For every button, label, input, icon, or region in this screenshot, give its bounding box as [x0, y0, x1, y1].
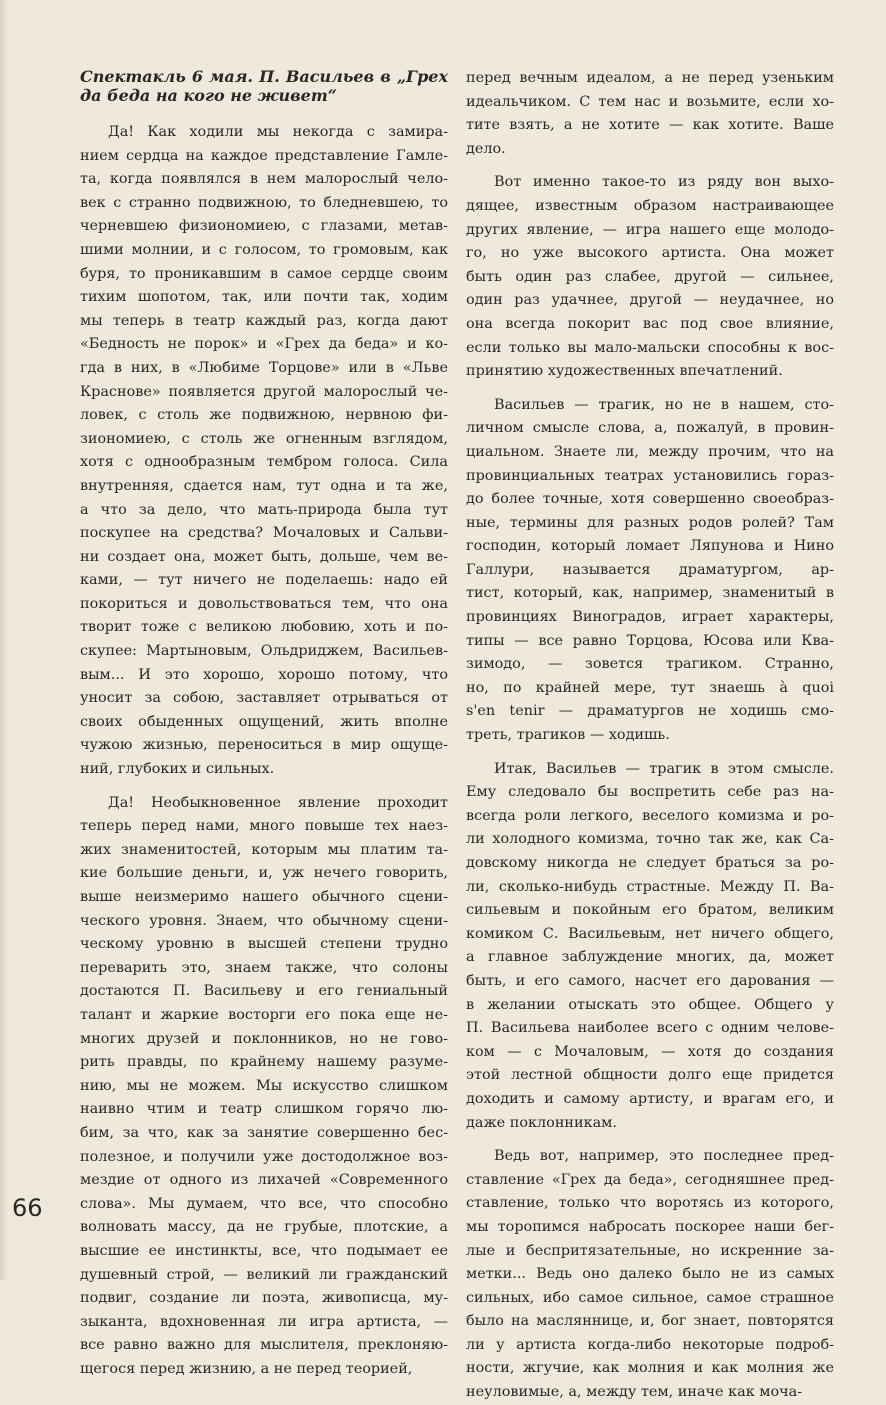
page-number: 66: [12, 1194, 43, 1222]
text-line: хотя с однообразным тембром голоса. Сила: [80, 454, 448, 471]
paragraph-gap: [466, 384, 834, 394]
paragraph: [466, 67, 834, 161]
text-line: переварить это, знаем также, что солоны: [80, 959, 448, 976]
text-line: Ведь вот, например, это последнее пред-: [494, 1148, 834, 1165]
text-line: ставление «Грех да беда», сегодняшнее пред-: [466, 1171, 834, 1188]
text-line: нием сердца на каждое представление Гамле-: [80, 147, 448, 164]
text-line: идеальчиком. С тем нас и возьмите, если хо-: [466, 93, 834, 110]
text-line: зимодо, — зовется трагиком. Странно,: [466, 656, 834, 673]
text-line: ческому уровню в высшей степени трудно: [80, 936, 448, 953]
text-line: щегося перед жизнию, а не перед теорией,: [80, 1360, 413, 1377]
text-line: бим, за что, как за занятие совершенно бес-: [80, 1124, 448, 1141]
paragraph: [80, 792, 448, 1382]
text-line: подвиг, создание ли поэта, живописца, му-: [80, 1290, 448, 1307]
text-line: Итак, Васильев — трагик в этом смысле.: [494, 760, 834, 777]
paragraph-gap: [466, 1135, 834, 1145]
text-line: быть один раз слабее, другой — сильнее,: [466, 268, 834, 285]
text-line: тихим шопотом, так, или почти так, ходим: [80, 289, 448, 306]
paragraph: [466, 171, 834, 383]
text-line: скупее: Мартыновым, Ольдриджем, Васильев-: [80, 643, 448, 660]
text-line: господин, который ломает Ляпунова и Нино: [466, 538, 834, 555]
text-line: циальном. Знаете ли, между прочим, что на: [466, 443, 834, 460]
text-line: та, когда появлялся в нем малорослый чело-: [80, 171, 448, 188]
text-line: рить правды, по крайнему нашему разуме-: [80, 1054, 448, 1071]
text-line: довскому никогда не следует браться за ро-: [466, 855, 834, 871]
text-line: ками, — тут ничего не поделаешь: надо ей: [80, 572, 448, 589]
text-line: чужою жизнью, переноситься в мир ощуще-: [80, 737, 448, 754]
text-line: зиономиею, с столь же огненным взглядом,: [80, 430, 448, 447]
text-line: творит тоже с великою любовию, хоть и по-: [80, 619, 448, 636]
text-line: Да! Как ходили мы некогда с замира-: [108, 124, 448, 140]
text-line: черневшею физиономиею, с глазами, метав-: [80, 218, 448, 235]
text-line: шими молнии, и с голосом, то громовым, как: [80, 241, 448, 258]
text-line: в желании отыскать это общее. Общего у: [466, 996, 834, 1013]
text-line: а что за дело, что мать-природа была тут: [80, 501, 448, 518]
text-line: ни создает она, может быть, дольше, чем ве-: [80, 548, 448, 565]
text-line: вым... И это хорошо, хорошо потому, что: [80, 666, 448, 683]
text-line: ческого уровня. Знаем, что обычному сцени-: [80, 912, 448, 929]
text-line: а главное заблуждение многих, да, может: [466, 949, 834, 966]
text-line: своих обыденных ощущений, жить вполне: [80, 713, 448, 730]
text-line: Вот именно такое-то из ряду вон выхо-: [494, 174, 834, 191]
text-line: она всегда покорит вас под свое влияние,: [466, 315, 834, 332]
text-line: других явление, — игра нашего еще молодо-: [466, 221, 834, 238]
text-line: ли холодного комизма, точно так же, как Са-: [466, 831, 834, 848]
text-line: было на масляннице, и, бог знает, повторятся: [466, 1313, 834, 1330]
text-line: ли, сколько-нибудь страстные. Между П. Ва-: [466, 878, 834, 895]
text-line: высшие ее инстинкты, все, что подымает ее: [80, 1242, 448, 1259]
text-line: уносит за собою, заставляет отрываться от: [80, 690, 448, 707]
text-line: быть, и его самого, насчет его дарования —: [466, 972, 834, 989]
text-line: треть, трагиков — ходишь.: [466, 727, 670, 744]
text-line: «Бедность не порок» и «Грех да беда» и ко-: [80, 336, 448, 353]
text-line: сильных, ибо самое сильное, самое страшное: [466, 1289, 834, 1306]
text-line: Ему следовало бы воспретить себе раз на-: [466, 784, 834, 801]
text-line: ний, глубоких и сильных.: [80, 761, 275, 778]
text-line: но, по крайней мере, тут знаешь à quoi: [466, 679, 834, 696]
text-line: ловек, с столь же подвижною, нервною фи-: [80, 407, 448, 424]
text-line: го, но уже высокого артиста. Она может: [466, 245, 834, 262]
paragraph: [466, 1145, 834, 1405]
text-line: Галлури, называется драматургом, ар-: [466, 561, 834, 578]
text-line: поскупее на средства? Мочаловых и Сальви-: [80, 525, 448, 542]
text-line: гда в них, в «Любиме Торцове» или в «Льве: [80, 359, 448, 376]
text-line: личном смысле слова, а, пожалуй, в провин-: [466, 420, 834, 437]
text-line: s'en tenir — драматургов не ходишь смо-: [466, 703, 834, 720]
text-line: неуловимые, а, между тем, иначе как моча-: [466, 1384, 803, 1401]
text-line: мездие от одного из лихачей «Современного: [80, 1172, 448, 1189]
text-line: выше неизмеримо нашего обычного сцени-: [80, 889, 448, 905]
text-line: провинциальных театрах установились гораз-: [466, 467, 834, 484]
text-line: нию, мы не можем. Мы искусство слишком: [80, 1077, 448, 1094]
text-line: Краснове» появляется другой малорослый че-: [80, 383, 448, 400]
text-line: теперь перед нами, много повыше тех наез-: [80, 818, 448, 835]
text-line: душевный строй, — великий ли гражданский: [80, 1266, 448, 1283]
right-column: [466, 67, 834, 1405]
text-line: мы теперь в театр каждый раз, когда дают: [80, 312, 448, 329]
heading-line-1: Спектакль 6 мая. П. Васильев в „Грех: [80, 67, 448, 86]
text-line: Васильев — трагик, но не в нашем, сто-: [494, 396, 834, 413]
text-line: буря, то проникавшим в самое сердце своим: [80, 265, 448, 282]
text-line: талант и жаркие восторги его пока еще не-: [80, 1006, 448, 1023]
text-line: век с странно подвижною, то бледневшею, то: [80, 194, 448, 211]
text-line: наивно чтим и театр слишком горячо лю-: [80, 1101, 448, 1118]
text-line: ные, термины для разных родов ролей? Там: [466, 514, 834, 531]
text-line: лые и беспритязательные, но искренние за-: [466, 1242, 834, 1259]
text-line: мы торопимся набросать поскорее наши бег-: [466, 1218, 834, 1235]
text-line: достаются П. Васильеву и его гениальный: [80, 983, 448, 1000]
text-line: комиком С. Васильевым, нет ничего общего,: [466, 925, 834, 942]
text-line: один раз удачнее, другой — неудачнее, но: [466, 292, 834, 309]
text-line: тите взять, а не хотите — как хотите. Ваше: [466, 117, 834, 134]
paragraph: [80, 121, 448, 782]
text-line: дящее, известным образом настраивающее: [466, 197, 834, 214]
text-line: ли у артиста когда-либо некоторые подроб-: [466, 1336, 834, 1353]
text-line: перед вечным идеалом, а не перед узеньким: [466, 70, 834, 86]
paragraph-gap: [466, 161, 834, 171]
page-gutter-shadow: [0, 0, 8, 1280]
heading-line-2: да беда на кого не живет“: [80, 86, 337, 105]
text-line: типы — все равно Торцова, Юсова или Ква-: [466, 632, 834, 649]
text-line: ности, жгучие, как молния и как молния же: [466, 1360, 834, 1377]
text-line: покориться и довольствоваться тем, что она: [80, 595, 448, 612]
text-line: если только вы мало-мальски способны к вос-: [466, 339, 834, 356]
text-line: жих знаменитостей, которым мы платим та-: [80, 841, 448, 858]
text-line: П. Васильева наиболее всего с одним человe-: [466, 1020, 834, 1037]
text-line: зыканта, вдохновенная ли игра артиста, —: [80, 1313, 448, 1330]
text-line: доходить и самому артисту, и врагам его, и: [466, 1090, 834, 1107]
text-line: все равно важно для мыслителя, преклоняю-: [80, 1337, 448, 1354]
text-line: полезное, и получили уже достодолжное воз-: [80, 1148, 448, 1165]
text-line: кие большие деньги, и, уж нечего говорить,: [80, 865, 448, 882]
text-line: многих друзей и поклонников, но не гово-: [80, 1030, 448, 1047]
paragraph-gap: [466, 748, 834, 758]
text-line: Да! Необыкновенное явление проходит: [108, 794, 448, 811]
text-line: даже поклонникам.: [466, 1114, 617, 1131]
left-column: [80, 67, 448, 1381]
text-line: ком — с Мочаловым, — хотя до создания: [466, 1043, 834, 1060]
text-line: этой лестной общности долго еще придется: [466, 1067, 834, 1084]
text-line: дело.: [466, 140, 506, 157]
paragraph: [466, 394, 834, 748]
text-line: всегда роли легкого, веселого комизма и ро-: [466, 807, 834, 824]
text-line: ставление, только что воротясь из которого,: [466, 1195, 834, 1212]
text-line: принятию художественных впечатлений.: [466, 363, 783, 380]
text-line: метки... Ведь оно далеко было не из самых: [466, 1266, 834, 1283]
text-line: сильевым и покойным его братом, великим: [466, 902, 834, 919]
text-line: до более точные, хотя совершенно своеобраз-: [466, 491, 834, 508]
text-line: провинциях Виноградов, играет характеры,: [466, 609, 834, 626]
text-line: слова». Мы думаем, что все, что способно: [80, 1195, 448, 1212]
paragraph-gap: [80, 782, 448, 792]
paragraph: [466, 758, 834, 1136]
text-line: внутренняя, сдается нам, тут одна и та же,: [80, 477, 448, 494]
article-heading: [80, 67, 448, 105]
text-line: тист, который, как, например, знаменитый в: [466, 585, 834, 602]
text-line: волновать массу, да не грубые, плотские, а: [80, 1219, 448, 1236]
